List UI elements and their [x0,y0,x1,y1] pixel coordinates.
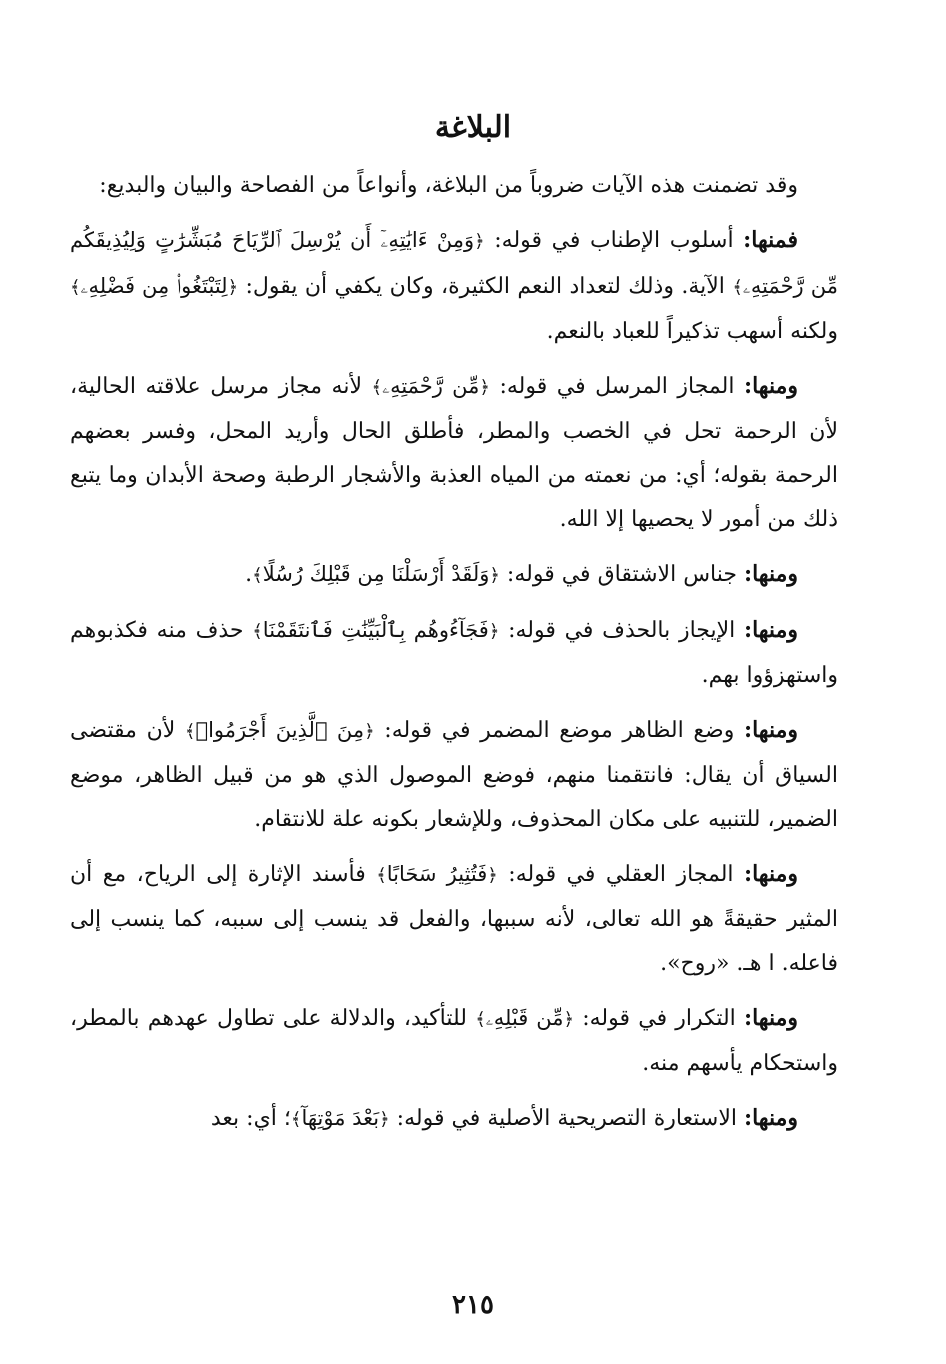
quran-quote: فَتُثِيرُ سَحَابًا [386,862,488,886]
paragraph-lead: ومنها: [743,717,798,743]
paragraph-zahir-mudmar [70,708,838,842]
paragraph-ijaz [70,608,838,698]
paragraph-text: ؛ أي: بعد [210,1106,291,1131]
paragraph-lead: ومنها: [743,861,798,887]
paragraph-itnab [70,218,838,354]
page-number: ٢١٥ [452,1290,494,1320]
paragraph-text: للتأكيد، والدلالة على تطاول عهدهم بالمطر، واستحكام يأسهم منه. [70,1006,838,1076]
paragraph-lead: ومنها: [743,1005,798,1031]
paragraph-text: المجاز المرسل في قوله: [489,374,744,399]
quran-quote: مِّن رَّحْمَتِهِۦ [382,374,480,398]
paragraph-text: فأسند الإثارة إلى الرياح، مع أن المثير حقيقةً هو الله تعالى، لأنه سببها، والفعل قد ينسب إلى سببه، كما ينسب إلى فاعله. ا هـ. «روح». [70,862,838,976]
quran-bracket-open: ﴿ [364,721,375,742]
paragraph-lead: ومنها: [743,561,798,587]
paragraph-lead: ومنها: [743,1105,798,1131]
quran-bracket-open: ﴿ [474,231,485,252]
paragraph-lead: فمنها: [743,227,798,253]
paragraph-majaz-mursal [70,364,838,542]
paragraph-text: الآية. وذلك لتعداد النعم الكثيرة، وكان يكفي أن يقول: [238,274,733,299]
quran-bracket-open: ﴿ [479,377,490,398]
quran-quote: فَجَآءُوهُم بِٱلْبَيِّنَٰتِ فَٱنتَقَمْنَا [262,618,489,642]
quran-bracket-open: ﴿ [488,621,500,642]
quran-bracket-close: ﴾ [732,277,743,298]
quran-bracket-close: ﴾ [371,377,383,398]
quran-bracket-close: ﴾ [290,1109,302,1130]
paragraph-istiara [70,1096,838,1142]
paragraph-text: وضع الظاهر موضع المضمر في قوله: [374,718,744,743]
paragraph-text: المجاز العقلي في قوله: [497,862,744,887]
quran-bracket-close: ﴾ [184,721,196,742]
quran-quote: بَعْدَ مَوْتِهَآ [301,1106,380,1130]
body-text [70,164,838,1152]
quran-bracket-open: ﴿ [487,865,498,886]
paragraph-lead: ومنها: [743,617,798,643]
paragraph-text: الإيجاز بالحذف في قوله: [499,618,744,643]
quran-bracket-close: ﴾ [376,865,387,886]
quran-quote: وَمِنْ ءَايَٰتِهِۦٓ أَن يُرْسِلَ ٱلرِّيَاحَ مُبَشِّرَٰتٍ وَلِيُذِيقَكُم مِّن رَّحْمَتِهِۦ [70,228,838,298]
quran-quote: وَلَقَدْ أَرْسَلْنَا مِن قَبْلِكَ رُسُلًا [262,562,490,586]
paragraph-text: أسلوب الإطناب في قوله: [484,228,744,253]
paragraph-tikrar [70,996,838,1086]
paragraph-text: التكرار في قوله: [574,1006,744,1031]
quran-bracket-open: ﴿ [563,1009,575,1030]
paragraph-majaz-aqli [70,852,838,986]
paragraph-jinas [70,552,838,598]
quran-bracket-close: ﴾ [252,621,263,642]
page-title: البلاغة [434,110,512,145]
paragraph-text: . [245,562,253,587]
quran-bracket-open: ﴿ [489,565,500,586]
quran-bracket-close: ﴾ [475,1009,486,1030]
paragraph-text: لأنه مجاز مرسل علاقته الحالية، لأن الرحمة تحل في الخصب والمطر، فأطلق الحال وأريد المحل، وفسر بعضهم الرحمة بقوله؛ أي: من نعمته من المياه العذبة والأشجار الرطبة وصحة الأبدان وما يتبع ذلك من أمور لا يحصيها إلا الله. [70,374,838,532]
intro-paragraph: وقد تضمنت هذه الآيات ضروباً من البلاغة، وأنواعاً من الفصاحة والبيان والبديع: [99,173,798,198]
quran-quote: مِنَ ٱلَّذِينَ أَجْرَمُوا۟ [195,718,365,742]
quran-bracket-close: ﴾ [70,277,81,298]
paragraph-text: ولكنه أسهب تذكيراً للعباد بالنعم. [546,319,838,344]
paragraph-lead: ومنها: [743,373,798,399]
quran-bracket-open: ﴿ [227,277,239,298]
paragraph-text: الاستعارة التصريحية الأصلية في قوله: [389,1106,744,1131]
quran-bracket-close: ﴾ [252,565,263,586]
paragraph-text: لأن مقتضى السياق أن يقال: فانتقمنا منهم، فوضع الموصول الذي هو من قبيل الظاهر، موضع الضمير، للتنبيه على مكان المحذوف، وللإشعار بكونه علة للانتقام. [70,718,838,832]
paragraph-text: جناس الاشتقاق في قوله: [499,562,744,587]
quran-quote: لِتَبْتَغُوا۟ مِن فَضْلِهِۦ [80,274,228,298]
quran-quote: مِّن قَبْلِهِۦ [485,1006,564,1030]
paragraph-text: حذف منه فكذبوهم واستهزؤوا بهم. [70,618,838,688]
quran-bracket-open: ﴿ [379,1109,390,1130]
